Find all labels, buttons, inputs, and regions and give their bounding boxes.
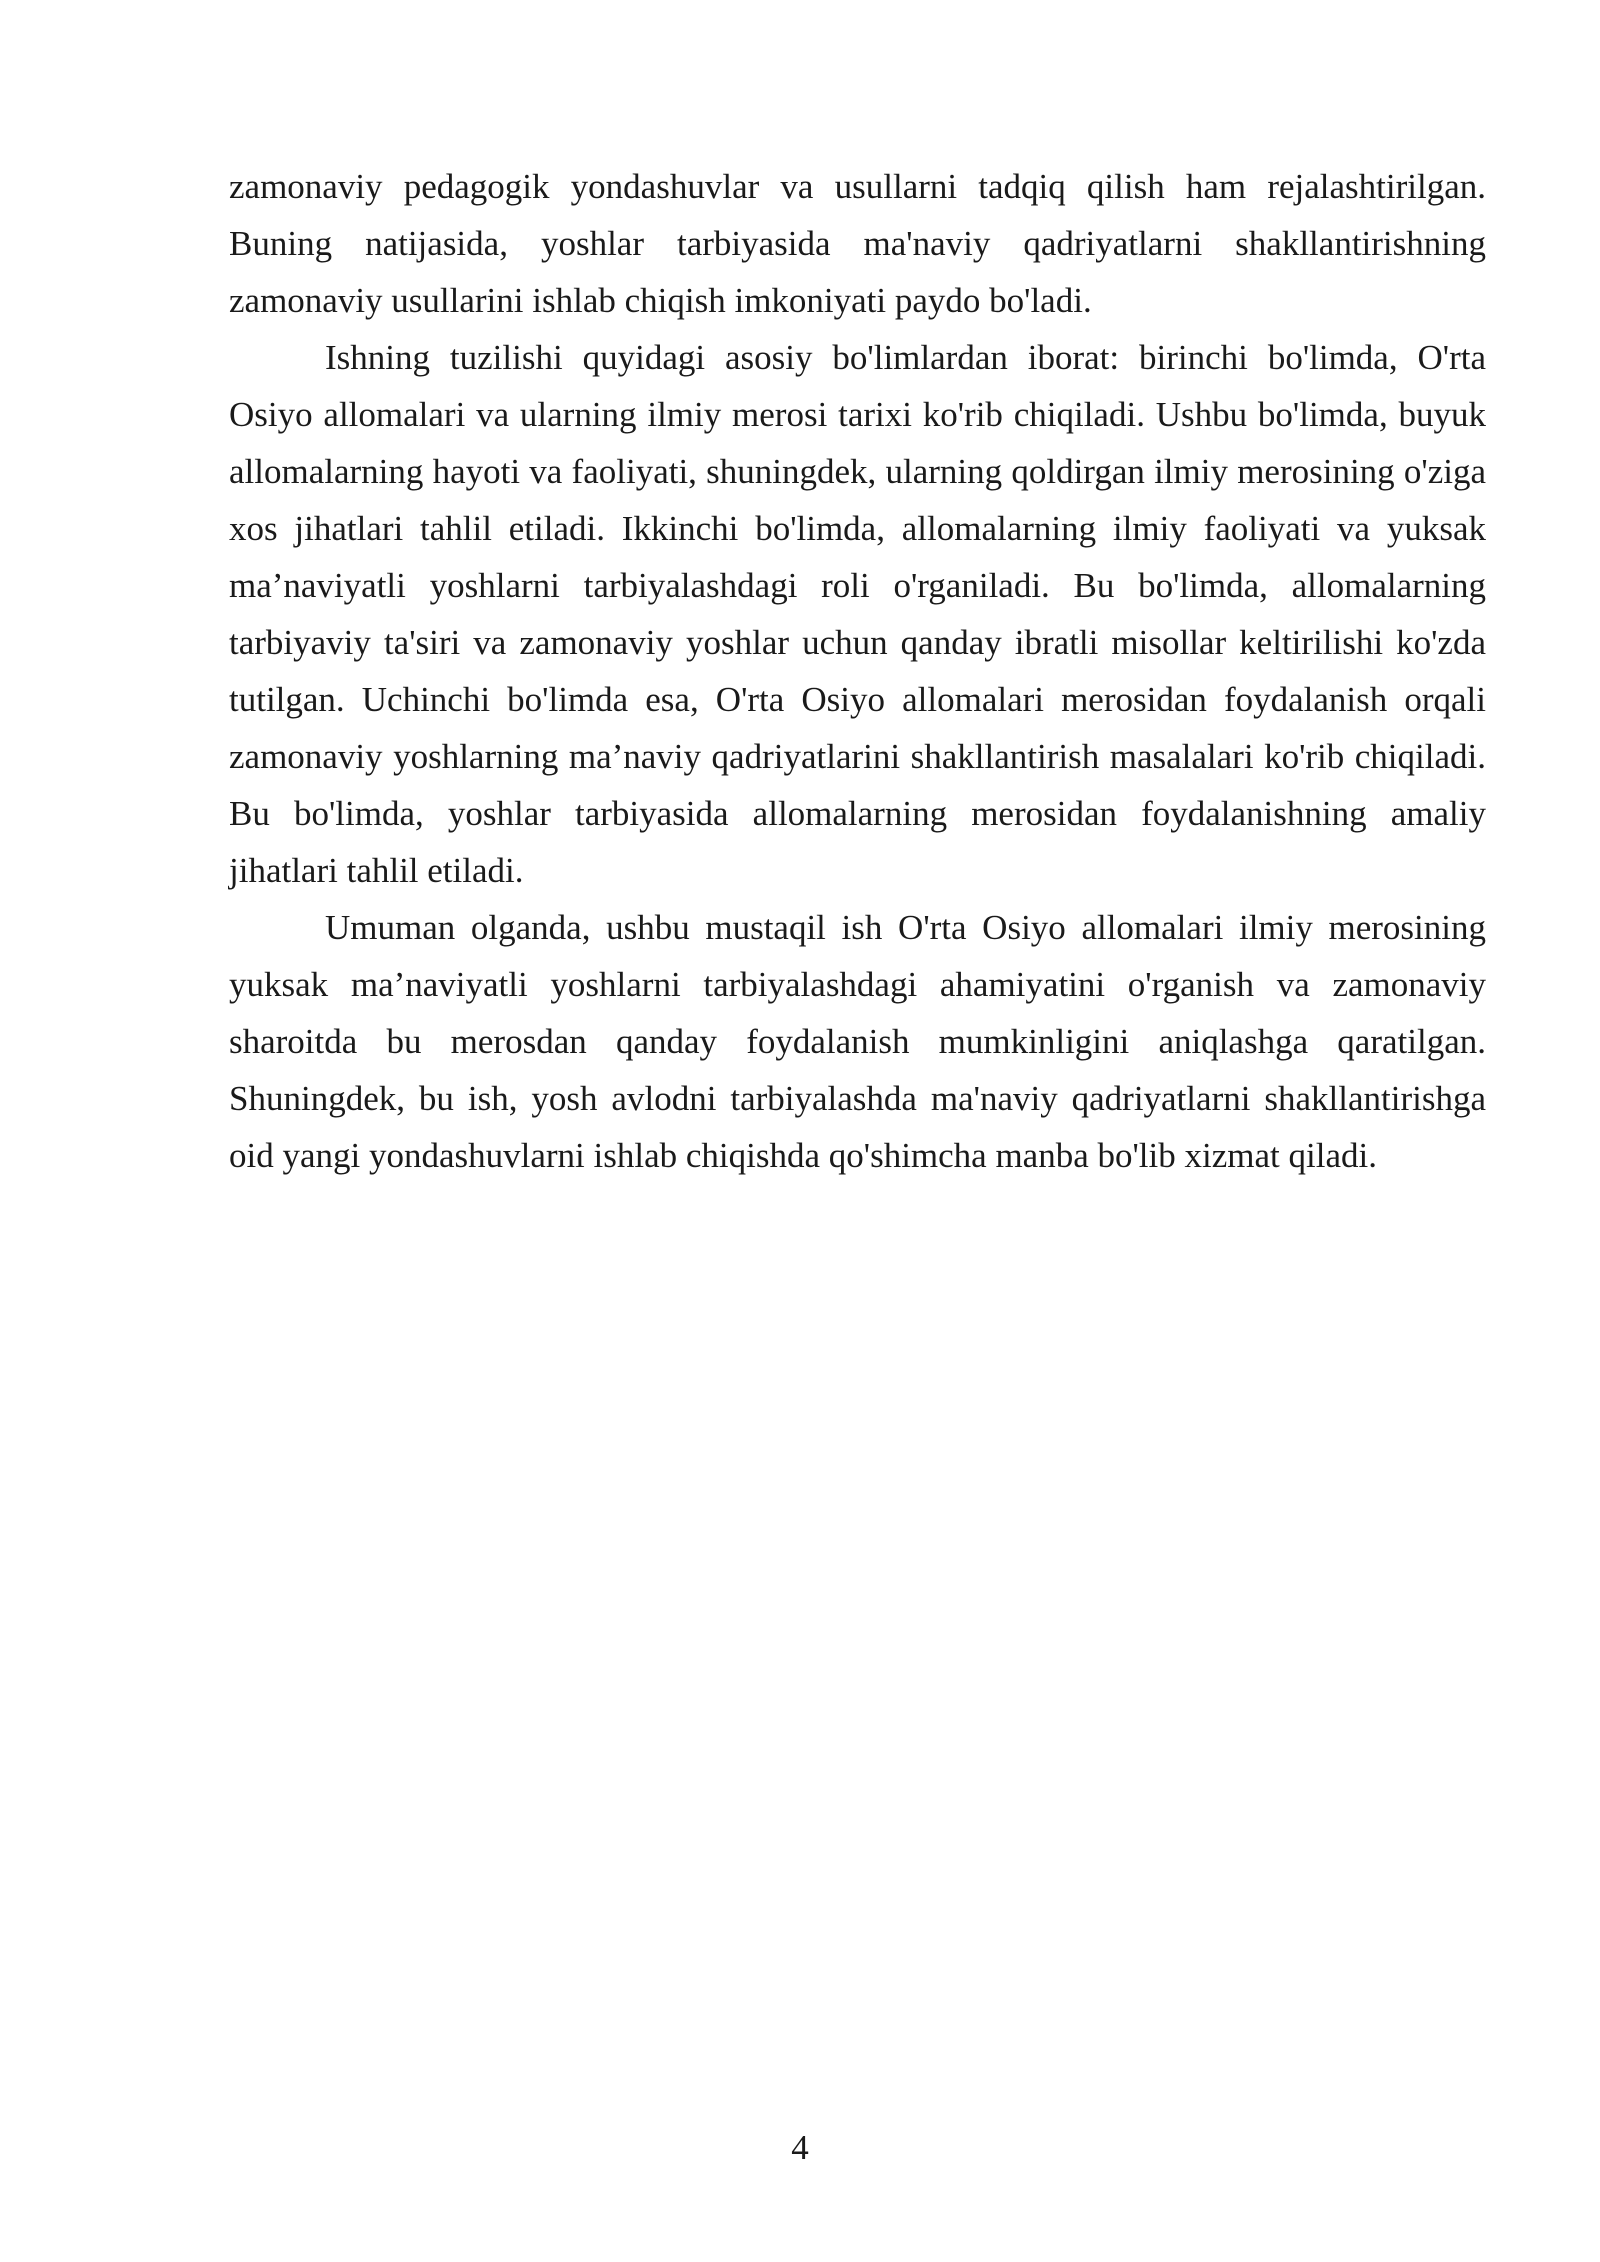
paragraph-continuation: zamonaviy pedagogik yondashuvlar va usullarni tadqiq qilish ham rejalashtirilgan. Buning natijasida, yoshlar tarbiyasida ma'naviy qadriyatlarni shakllantirishning zamonaviy usullarini ishlab chiqish imkoniyati paydo bo'ladi.: [229, 167, 1486, 320]
document-body: [229, 158, 1486, 1184]
paragraph-structure: Ishning tuzilishi quyidagi asosiy bo'limlardan iborat: birinchi bo'limda, O'rta Osiyo allomalari va ularning ilmiy merosi tarixi ko'rib chiqiladi. Ushbu bo'limda, buyuk allomalarning hayoti va faoliyati, shuningdek, ularning qoldirgan ilmiy merosining o'ziga xos jihatlari tahlil etiladi. Ikkinchi bo'limda, allomalarning ilmiy faoliyati va yuksak ma’naviyatli yoshlarni tarbiyalashdagi roli o'rganiladi. Bu bo'limda, allomalarning tarbiyaviy ta'siri va zamonaviy yoshlar uchun qanday ibratli misollar keltirilishi ko'zda tutilgan. Uchinchi bo'limda esa, O'rta Osiyo allomalari merosidan foydalanish orqali zamonaviy yoshlarning ma’naviy qadriyatlarini shakllantirish masalalari ko'rib chiqiladi. Bu bo'limda, yoshlar tarbiyasida allomalarning merosidan foydalanishning amaliy jihatlari tahlil etiladi.: [229, 338, 1486, 890]
paragraph-conclusion: Umuman olganda, ushbu mustaqil ish O'rta Osiyo allomalari ilmiy merosining yuksak ma’naviyatli yoshlarni tarbiyalashdagi ahamiyatini o'rganish va zamonaviy sharoitda bu merosdan qanday foydalanish mumkinligini aniqlashga qaratilgan. Shuningdek, bu ish, yosh avlodni tarbiyalashda ma'naviy qadriyatlarni shakllantirishga oid yangi yondashuvlarni ishlab chiqishda qo'shimcha manba bo'lib xizmat qiladi.: [229, 908, 1486, 1175]
page-number: 4: [791, 2128, 809, 2167]
